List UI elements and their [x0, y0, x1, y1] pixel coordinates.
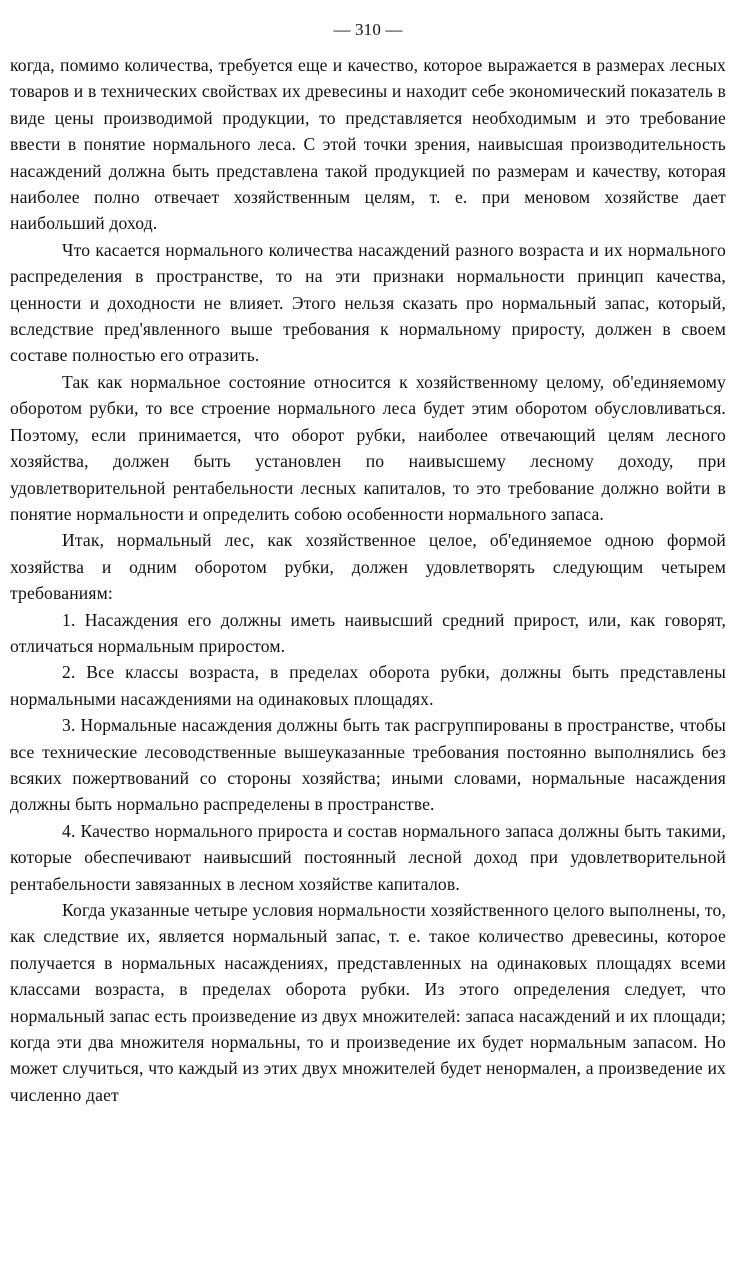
- paragraph-5: Когда указанные четыре условия нормальности хозяйственного целого выполнены, то, как следствие их, является нормальный запас, т. е. такое количество древесины, которое получается в нормальных насаждениях, представленных на одинаковых площадях всеми классами возраста, в пределах оборота рубки. Из этого определения следует, что нормальный запас есть произведение из двух множителей: запаса насаждений и их площади; когда эти два множителя нормальны, то и произведение их будет нормальным запасом. Но может случиться, что каждый из этих двух множителей будет ненормален, а произведение их численно дает: [10, 900, 726, 1105]
- list-item-4: 4. Качество нормального прироста и состав нормального запаса должны быть такими, которые обеспечивают наивысший постоянный лесной доход при удовлетворительной рентабельности завязанных в лесном хозяйстве капиталов.: [10, 820, 726, 894]
- list-item-1: 1. Насаждения его должны иметь наивысший средний прирост, или, как говорят, отличаться нормальным приростом.: [10, 609, 726, 656]
- page-number: — 310 —: [333, 20, 403, 39]
- list-item-3: 3. Нормальные насаждения должны быть так расгруппированы в пространстве, чтобы все технические лесоводственные вышеуказанные требования постоянно выполнялись без всяких пожертвований со стороны хозяйства; иными словами, нормальные насаждения должны быть нормально распределены в пространстве.: [10, 715, 726, 815]
- document-page: [10, 0, 726, 1288]
- paragraph-1: когда, помимо количества, требуется еще и качество, которое выражается в размерах лесных товаров и в технических свойствах их древесины и находит себе экономический показатель в виде цены производимой продукции, то представляется необходимым и это требование ввести в понятие нормального леса. С этой точки зрения, наивысшая производительность насаждений должна быть представлена такой продукцией по размерам и качеству, которая наиболее полно отвечает хозяйственным целям, т. е. при меновом хозяйстве дает наибольший доход.: [10, 55, 726, 234]
- paragraph-2: Что касается нормального количества насаждений разного возраста и их нормального распределения в пространстве, то на эти признаки нормальности принцип качества, ценности и доходности не влияет. Этого нельзя сказать про нормальный запас, который, вследствие пред'явленного выше требования к нормальному приросту, должен в своем составе полностью его отразить.: [10, 239, 726, 366]
- paragraph-4: Итак, нормальный лес, как хозяйственное целое, об'единяемое одною формой хозяйства и одним оборотом рубки, должен удовлетворять следующим четырем требованиям:: [10, 530, 726, 604]
- list-item-2: 2. Все классы возраста, в пределах оборота рубки, должны быть представлены нормальными насаждениями на одинаковых площадях.: [10, 662, 726, 709]
- paragraph-3: Так как нормальное состояние относится к хозяйственному целому, об'единяемому оборотом рубки, то все строение нормального леса будет этим оборотом обусловливаться. Поэтому, если принимается, что оборот рубки, наиболее отвечающий целям лесного хозяйства, должен быть установлен по наивысшему лесному доходу, при удовлетворительной рентабельности лесных капиталов, то это требование должно войти в понятие нормальности и определить собою особенности нормального запаса.: [10, 371, 726, 524]
